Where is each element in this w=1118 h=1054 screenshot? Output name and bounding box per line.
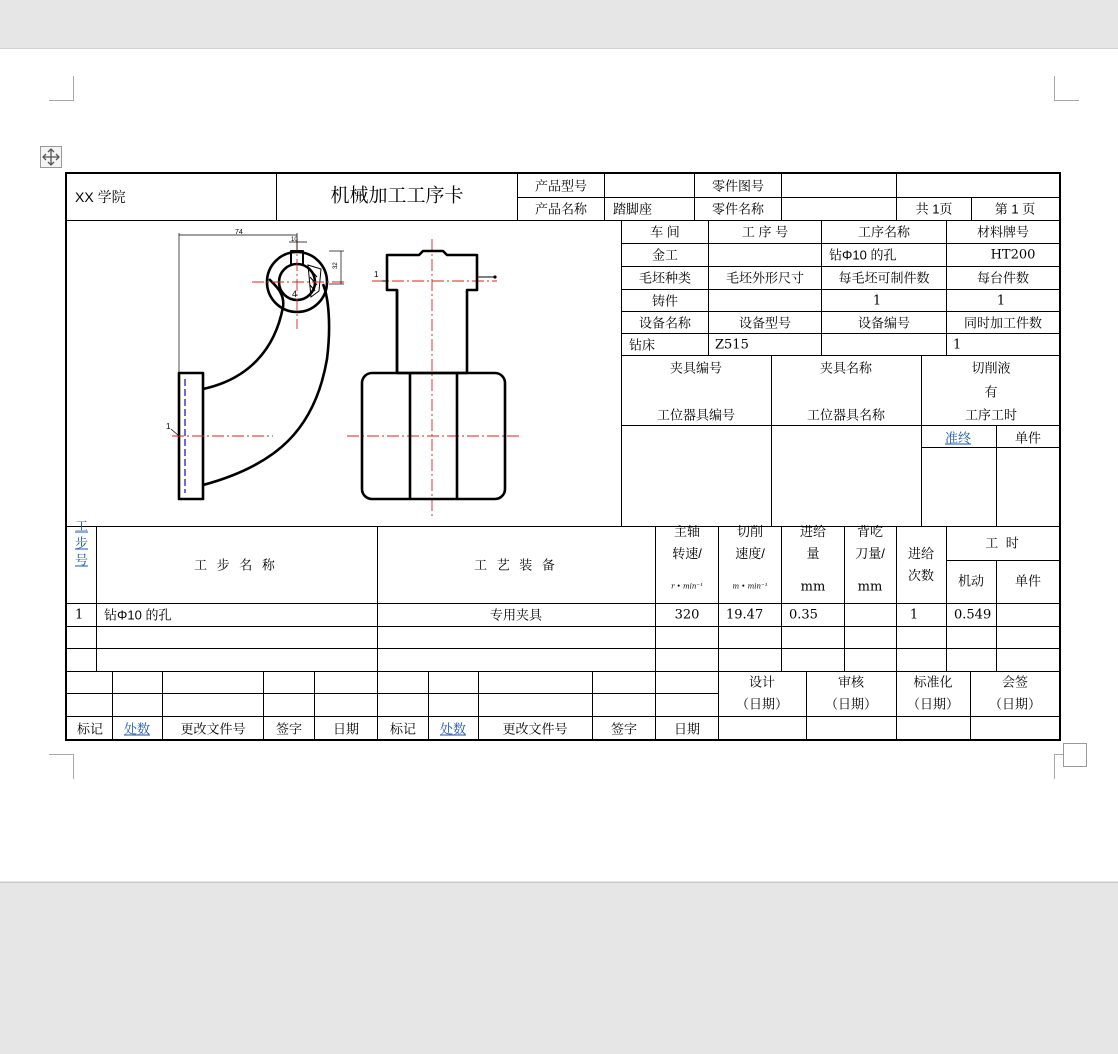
- margin-corner-mark: [1054, 76, 1079, 101]
- step-1-machine-time: 0.549: [954, 607, 992, 623]
- parts-per-unit-value: 1: [996, 293, 1006, 309]
- equip-name-value: 钻床: [629, 337, 656, 353]
- step-name-header: 工 步 名 称: [194, 557, 278, 573]
- spindle-speed-header: 主轴转速/: [672, 524, 702, 561]
- equip-model-label: 设备型号: [738, 315, 792, 331]
- equip-no-label: 设备编号: [857, 315, 911, 331]
- prep-end-label: 准终: [944, 430, 972, 446]
- coolant-value: 有: [984, 384, 998, 400]
- material-value: HT200: [990, 247, 1036, 263]
- fixture-no-label: 夹具编号: [669, 360, 723, 376]
- sign-label: 签字: [275, 721, 303, 737]
- standardization-label: 标准化: [913, 674, 953, 690]
- station-tool-name-label: 工位器具名称: [806, 407, 886, 423]
- countersign-date-label: （日期）: [988, 696, 1042, 712]
- equip-name-label: 设备名称: [638, 315, 692, 331]
- center-lines: [172, 239, 519, 519]
- cutting-unit: m • min⁻¹: [732, 582, 768, 591]
- op-name-value: 钻Φ10 的孔: [829, 247, 897, 263]
- blank-size-label: 毛坯外形尺寸: [725, 270, 805, 286]
- parts-per-blank-value: 1: [872, 293, 882, 309]
- standardization-date-label: （日期）: [906, 696, 960, 712]
- dim-1-right-text: 1: [374, 270, 379, 279]
- product-name-value: 踏脚座: [613, 201, 653, 217]
- margin-corner-mark: [49, 754, 74, 779]
- sign-label-2: 签字: [610, 721, 638, 737]
- spindle-unit: r • min⁻¹: [671, 582, 703, 591]
- step-1-no: 1: [75, 607, 84, 623]
- equipment-header: 工 艺 装 备: [474, 557, 558, 573]
- part-drawing-no-label: 零件图号: [711, 178, 765, 194]
- page-number: 第 1 页: [994, 201, 1036, 217]
- passes-header: 进给次数: [907, 546, 934, 583]
- review-label: 审核: [837, 674, 865, 690]
- equip-model-value: Z515: [715, 337, 749, 353]
- feed-unit: mm: [800, 579, 826, 595]
- app-top-area: [0, 0, 1118, 49]
- depth-header: 背吃刀量/: [855, 524, 885, 561]
- margin-corner-mark: [49, 76, 74, 101]
- process-card-table: [65, 172, 1061, 741]
- count-label-2: 处数: [439, 721, 467, 737]
- op-no-label: 工 序 号: [741, 224, 789, 240]
- station-tool-no-label: 工位器具编号: [656, 407, 736, 423]
- step-1-cutting: 19.47: [726, 607, 764, 623]
- workshop-label: 车 间: [650, 224, 680, 240]
- step-1-speed: 320: [674, 607, 700, 623]
- dim-1-left-text: 1: [166, 422, 171, 431]
- card-title: 机械加工工序卡: [330, 185, 464, 207]
- unit-time-header: 单件: [1014, 573, 1042, 589]
- date-label-2: 日期: [673, 721, 701, 737]
- step-no-label: 工步号: [75, 518, 89, 568]
- total-pages: 共 1页: [915, 201, 953, 217]
- step-1-equipment: 专用夹具: [489, 607, 543, 623]
- material-label: 材料牌号: [976, 224, 1030, 240]
- step-1-feed: 0.35: [789, 607, 818, 623]
- depth-unit: mm: [857, 579, 883, 595]
- mark-label-2: 标记: [389, 721, 417, 737]
- machine-time-header: 机动: [957, 573, 985, 589]
- countersign-label: 会签: [1001, 674, 1029, 690]
- simultaneous-value: 1: [953, 337, 962, 353]
- coolant-label: 切削液: [971, 360, 1011, 376]
- design-date-label: （日期）: [735, 696, 789, 712]
- part-drawing: [157, 229, 537, 524]
- dim-slot-text: 10: [291, 237, 298, 243]
- cutting-speed-header: 切削速度/: [735, 524, 765, 561]
- design-label: 设计: [748, 674, 776, 690]
- change-doc-label-2: 更改文件号: [502, 721, 568, 737]
- app-bottom-area: [0, 882, 1118, 1054]
- change-doc-label: 更改文件号: [180, 721, 246, 737]
- blank-type-value: 铸件: [651, 293, 679, 309]
- fixture-name-label: 夹具名称: [819, 360, 873, 376]
- part-name-label: 零件名称: [711, 201, 765, 217]
- product-name-label: 产品名称: [534, 201, 588, 217]
- school-name: XX 学院: [75, 189, 126, 205]
- dim-74-text: 74: [235, 229, 243, 236]
- parts-per-unit-label: 每台件数: [976, 270, 1030, 286]
- workshop-value: 金工: [651, 247, 679, 263]
- mark-label: 标记: [76, 721, 104, 737]
- feed-header: 进给量: [799, 524, 826, 561]
- dim-4-text: 4: [292, 289, 298, 299]
- parts-per-blank-label: 每毛坯可制件数: [838, 270, 930, 286]
- date-label: 日期: [332, 721, 360, 737]
- product-model-label: 产品型号: [534, 178, 588, 194]
- op-name-label: 工序名称: [857, 224, 911, 240]
- step-1-passes: 1: [909, 607, 919, 623]
- step-1-name: 钻Φ10 的孔: [104, 607, 172, 623]
- blank-type-label: 毛坯种类: [638, 270, 692, 286]
- table-resize-handle[interactable]: [1063, 743, 1087, 767]
- work-hours-header: 工 时: [985, 535, 1021, 551]
- count-label: 处数: [123, 721, 151, 737]
- dim-height-text: 32: [333, 262, 339, 269]
- review-date-label: （日期）: [824, 696, 878, 712]
- op-time-label: 工序工时: [964, 407, 1018, 423]
- table-move-handle-icon[interactable]: [40, 146, 62, 168]
- simultaneous-label: 同时加工件数: [963, 315, 1043, 331]
- unit-time-label: 单件: [1014, 430, 1042, 446]
